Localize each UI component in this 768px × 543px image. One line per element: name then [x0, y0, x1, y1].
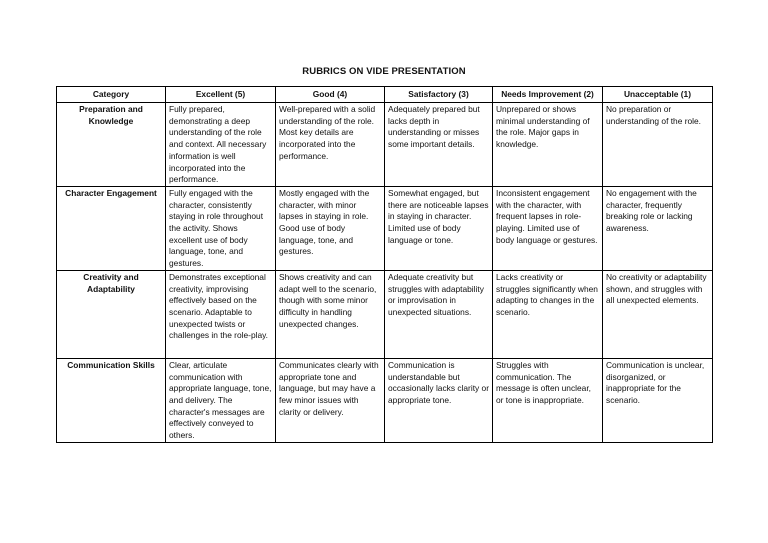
table-header-row [57, 87, 713, 103]
table-cell: Mostly engaged with the character, with minor lapses in staying in role. Good use of body language, tone, and gestures. [276, 186, 385, 270]
table-row [57, 103, 713, 187]
table-cell: Unprepared or shows minimal understanding of the role. Major gaps in knowledge. [493, 103, 603, 187]
table-cell: Communication is unclear, disorganized, or inappropriate for the scenario. [603, 358, 713, 442]
header-good: Good (4) [276, 87, 385, 103]
header-unacceptable: Unacceptable (1) [603, 87, 713, 103]
table-cell: No engagement with the character, frequently breaking role or lacking awareness. [603, 186, 713, 270]
table-row [57, 270, 713, 358]
table-cell: Fully prepared, demonstrating a deep understanding of the role and context. All necessary information is well incorporated into the performance. [166, 103, 276, 187]
table-cell: Struggles with communication. The message is often unclear, or tone is inappropriate. [493, 358, 603, 442]
page-title: RUBRICS ON VIDE PRESENTATION [302, 66, 466, 77]
row-category: Creativity and Adaptability [57, 270, 166, 358]
table-cell: Communication is understandable but occasionally lacks clarity or appropriate tone. [385, 358, 493, 442]
table-cell: Adequately prepared but lacks depth in understanding or misses some important details. [385, 103, 493, 187]
table-cell: Demonstrates exceptional creativity, improvising effectively based on the scenario. Adaptable to unexpected twists or challenges in the role-play. [166, 270, 276, 358]
table-cell: Adequate creativity but struggles with adaptability or improvisation in unexpected situations. [385, 270, 493, 358]
table-cell: Shows creativity and can adapt well to the scenario, though with some minor difficulty in handling unexpected changes. [276, 270, 385, 358]
table-cell: Fully engaged with the character, consistently staying in role throughout the activity. Shows excellent use of body language, tone, and gestures. [166, 186, 276, 270]
table-cell: Lacks creativity or struggles significantly when adapting to changes in the scenario. [493, 270, 603, 358]
table-cell: Well-prepared with a solid understanding of the role. Most key details are incorporated into the performance. [276, 103, 385, 187]
row-category: Preparation and Knowledge [57, 103, 166, 187]
row-category: Character Engagement [57, 186, 166, 270]
header-excellent: Excellent (5) [166, 87, 276, 103]
row-category: Communication Skills [57, 358, 166, 442]
header-category: Category [57, 87, 166, 103]
rubric-table [56, 86, 713, 443]
table-cell: No preparation or understanding of the role. [603, 103, 713, 187]
table-row [57, 186, 713, 270]
table-cell: No creativity or adaptability shown, and struggles with all unexpected elements. [603, 270, 713, 358]
header-satisfactory: Satisfactory (3) [385, 87, 493, 103]
table-cell: Somewhat engaged, but there are noticeable lapses in staying in character. Limited use of body language or tone. [385, 186, 493, 270]
table-cell: Communicates clearly with appropriate tone and language, but may have a few minor issues with clarity or delivery. [276, 358, 385, 442]
table-cell: Clear, articulate communication with appropriate language, tone, and delivery. The character's messages are effectively conveyed to others. [166, 358, 276, 442]
header-needs-improvement: Needs Improvement (2) [493, 87, 603, 103]
table-cell: Inconsistent engagement with the character, with frequent lapses in role-playing. Limited use of body language or gestures. [493, 186, 603, 270]
table-row [57, 358, 713, 442]
